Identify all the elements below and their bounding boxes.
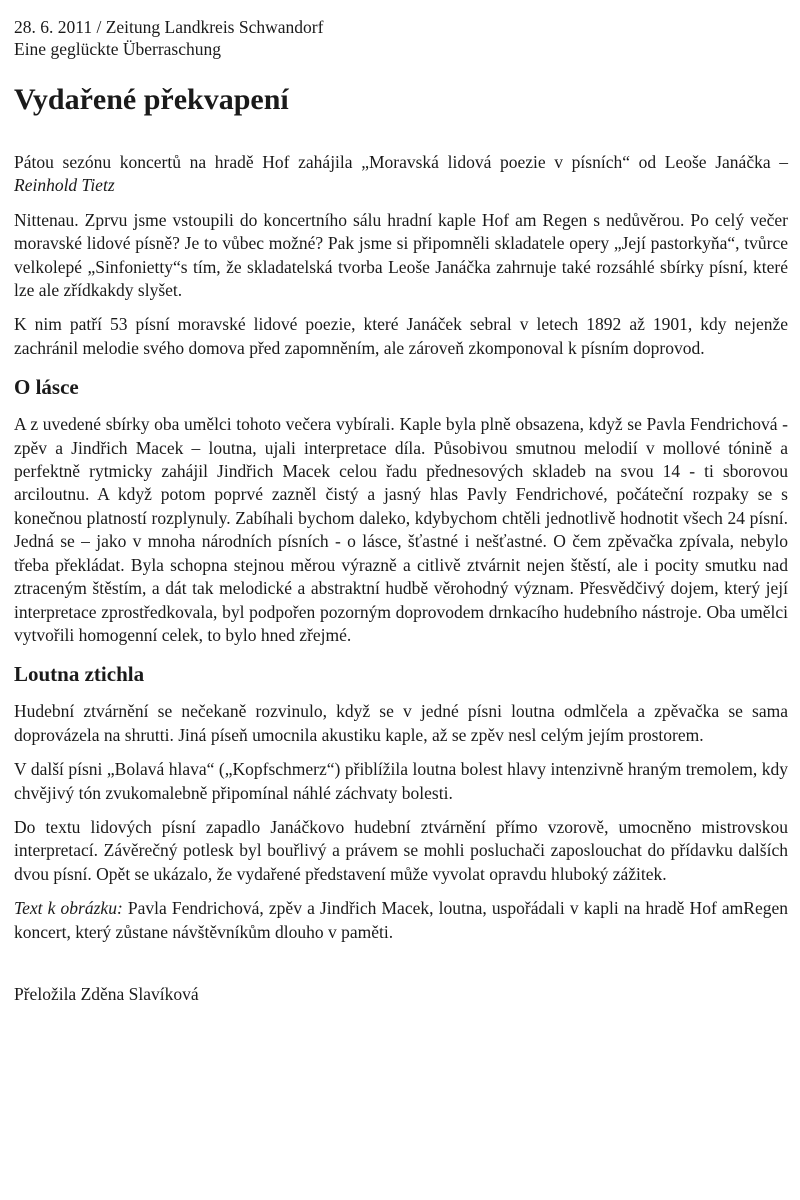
section1-paragraph-1: A z uvedené sbírky oba umělci tohoto večera vybírali. Kaple byla plně obsazena, když se Pavla Fendrichová - zpěv a Jindřich Macek – loutna, ujali interpretace díla. Působivou smutnou melodií v mollové tónině a perfektně rytmicky zahájil Jindřich Macek celou řadu přednesových skladeb na svou 14 - ti sborovou arciloutnu. A když potom poprvé zazněl čistý a jasný hlas Pavly Fendrichové, počáteční rozpaky se s konečnou platností rozplynuly. Zabíhali bychom daleko, kdybychom chtěli jednotlivě hodnotit všech 24 písní. Jedná se – jako v mnoha národních písních - o lásce, šťastné i nešťastné. O čem zpěvačka zpívala, nebylo třeba překládat. Byla schopna stejnou měrou výrazně a citlivě ztvárnit nejen štěstí, ale i pocity smutku nad ztraceným štěstím, a dát tak melodické a abstraktní hudbě věrohodný význam. Přesvědčivý dojem, který její interpretace zprostředkovala, byl podpořen pozorným doprovodem drnkacího hudebního nástroje. Oba umělci vytvořili homogenní celek, to bylo hned zřejmé. bbox=[14, 414, 788, 645]
lead-text: Pátou sezónu koncertů na hradě Hof zahájila „Moravská lidová poezie v písních“ od Leoše Janáčka – bbox=[14, 152, 788, 172]
caption-text: Pavla Fendrichová, zpěv a Jindřich Macek, loutna, uspořádali v kapli na hradě Hof amRegen koncert, který zůstane návštěvníkům dlouho v paměti. bbox=[14, 898, 788, 942]
intro-paragraph-1: Nittenau. Zprvu jsme vstoupili do koncertního sálu hradní kaple Hof am Regen s nedůvěrou. Po celý večer moravské lidové písně? Je to vůbec možné? Pak jsme si připomněli skladatele opery „Její pastorkyňa“, tvůrce velkolepé „Sinfonietty“s tím, že skladatelská tvorba Leoše Janáčka zahrnuje také rozsáhlé sbírky písní, které lze ale zřídkakdy slyšet. bbox=[14, 209, 788, 301]
original-title: Eine geglückte Überraschung bbox=[14, 39, 222, 59]
section2-paragraph-2: V další písni „Bolavá hlava“ („Kopfschmerz“) přiblížila loutna bolest hlavy intenzivně hraným tremolem, kdy chvějivý tón zvukomalebně připomínal náhlé záchvaty bolesti. bbox=[14, 759, 788, 803]
spacer bbox=[14, 955, 788, 983]
section2-paragraph-3: Do textu lidových písní zapadlo Janáčkovo hudební ztvárnění přímo vzorově, umocněno mistrovskou interpretací. Závěrečný potlesk byl bouřlivý a právem se mohli posluchači zaposlouchat do přídavku dalších dvou písní. Opět se ukázalo, že vydařené představení může vyvolat opravdu hluboký zážitek. bbox=[14, 816, 788, 884]
caption-label: Text k obrázku: bbox=[14, 898, 123, 919]
section-heading-o-lasce: O lásce bbox=[14, 375, 79, 400]
translator-credit: Přeložila Zděna Slavíková bbox=[14, 983, 199, 1004]
intro-paragraph-2: K nim patří 53 písní moravské lidové poezie, které Janáček sebral v letech 1892 až 1901, kdy nejenže zachránil melodie svého domova před zapomněním, ale zároveň zkomponoval k písním doprovod. bbox=[14, 314, 788, 358]
document-page bbox=[14, 16, 788, 1005]
lead-paragraph bbox=[14, 151, 788, 198]
section-heading-loutna-ztichla: Loutna ztichla bbox=[14, 662, 145, 687]
article-title: Vydařené překvapení bbox=[14, 83, 289, 116]
section2-paragraph-1: Hudební ztvárnění se nečekaně rozvinulo, když se v jedné písni loutna odmlčela a zpěvačka se sama doprovázela na shrutti. Jiná píseň umocnila akustiku kaple, až se zpěv nesl celým jejím prostorem. bbox=[14, 701, 788, 745]
lead-author: Reinhold Tietz bbox=[14, 175, 115, 196]
photo-caption bbox=[14, 897, 788, 944]
dateline: 28. 6. 2011 / Zeitung Landkreis Schwandorf bbox=[14, 17, 324, 37]
